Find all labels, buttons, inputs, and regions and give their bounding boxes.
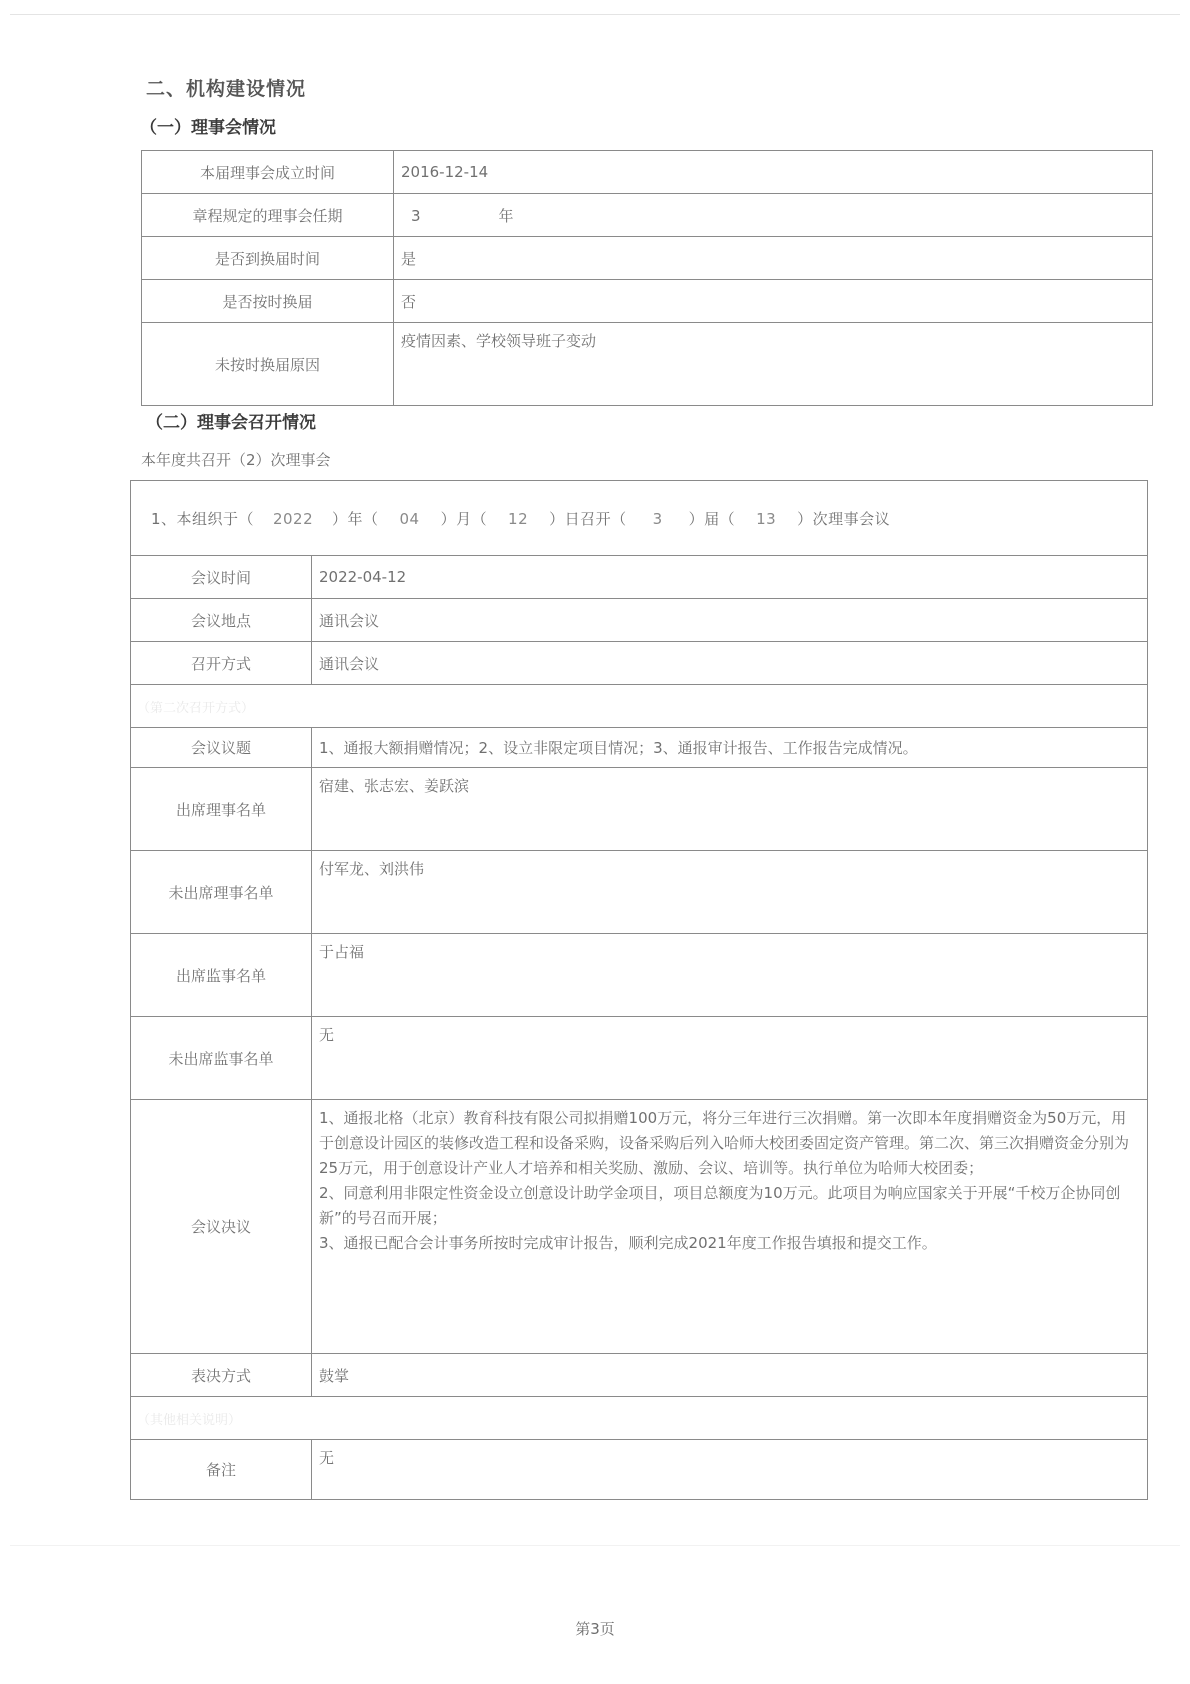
present-supervisors-value: 于占福 (312, 934, 1148, 1017)
meeting-time-label: 会议时间 (131, 556, 312, 599)
board-table (141, 150, 1153, 406)
table-row (131, 1017, 1148, 1100)
on-time-value: 否 (394, 280, 1153, 323)
table-row (142, 323, 1153, 406)
meeting-month-suffix: ）月（ (440, 509, 488, 528)
meeting-method-label: 召开方式 (131, 642, 312, 685)
table-row (142, 237, 1153, 280)
meeting-number-suffix: ）次理事会议 (797, 509, 891, 528)
meeting-session: 3 (652, 509, 663, 528)
topics-value: 1、通报大额捐赠情况；2、设立非限定项目情况；3、通报审计报告、工作报告完成情况。 (312, 728, 1148, 768)
meetings-summary: 本年度共召开（2）次理事会 (141, 451, 331, 469)
resolution-value (312, 1100, 1148, 1354)
faint-row-2: （其他相关说明） (131, 1397, 1148, 1440)
absent-directors-label: 未出席理事名单 (131, 851, 312, 934)
board-established-value: 2016-12-14 (394, 151, 1153, 194)
present-supervisors-label: 出席监事名单 (131, 934, 312, 1017)
page-number: 第3页 (575, 1620, 615, 1638)
meeting-time-value: 2022-04-12 (312, 556, 1148, 599)
scan-line (10, 1545, 1180, 1546)
meetings-subtitle: （二）理事会召开情况 (146, 413, 316, 433)
board-term-label: 章程规定的理事会任期 (142, 194, 394, 237)
meeting-head-row (131, 481, 1148, 556)
table-row (131, 642, 1148, 685)
absent-supervisors-label: 未出席监事名单 (131, 1017, 312, 1100)
absent-supervisors-value: 无 (312, 1017, 1148, 1100)
topics-label: 会议议题 (131, 728, 312, 768)
board-term-unit: 年 (498, 206, 514, 225)
remark-value: 无 (312, 1440, 1148, 1500)
table-row (142, 151, 1153, 194)
table-row (142, 194, 1153, 237)
meeting-number: 13 (756, 509, 777, 528)
meeting-year: 2022 (272, 509, 314, 528)
meeting-head (131, 481, 1148, 556)
board-term-cell (394, 194, 1153, 237)
on-time-label: 是否按时换届 (142, 280, 394, 323)
table-row (131, 685, 1148, 728)
top-rule (10, 14, 1180, 15)
meeting-method-value: 通讯会议 (312, 642, 1148, 685)
table-row (131, 768, 1148, 851)
board-term-value: 3 (411, 206, 421, 225)
meeting-day: 12 (508, 509, 529, 528)
board-subtitle: （一）理事会情况 (140, 118, 276, 138)
meeting-day-suffix: ）日召开（ (549, 509, 627, 528)
meeting-head-prefix: 1、本组织于（ (151, 509, 255, 528)
term-due-value: 是 (394, 237, 1153, 280)
meeting-place-label: 会议地点 (131, 599, 312, 642)
present-directors-value: 宿建、张志宏、姜跃滨 (312, 768, 1148, 851)
delay-reason-label: 未按时换届原因 (142, 323, 394, 406)
remark-label: 备注 (131, 1440, 312, 1500)
table-row (131, 1397, 1148, 1440)
meeting-session-suffix: ）届（ (688, 509, 736, 528)
table-row (131, 851, 1148, 934)
section-title: 二、机构建设情况 (146, 78, 307, 100)
table-row (131, 934, 1148, 1017)
meeting-place-value: 通讯会议 (312, 599, 1148, 642)
vote-label: 表决方式 (131, 1354, 312, 1397)
faint-row: （第二次召开方式） (131, 685, 1148, 728)
absent-directors-value: 付军龙、刘洪伟 (312, 851, 1148, 934)
resolution-item-2: 2、同意利用非限定性资金设立创意设计助学金项目，项目总额度为10万元。此项目为响应国家关于开展“千校万企协同创新”的号召而开展； (319, 1184, 1121, 1227)
vote-value: 鼓掌 (312, 1354, 1148, 1397)
delay-reason-value: 疫情因素、学校领导班子变动 (394, 323, 1153, 406)
table-row (142, 280, 1153, 323)
board-established-label: 本届理事会成立时间 (142, 151, 394, 194)
table-row (131, 1100, 1148, 1354)
resolution-item-1: 1、通报北格（北京）教育科技有限公司拟捐赠100万元，将分三年进行三次捐赠。第一次即本年度捐赠资金为50万元，用于创意设计园区的装修改造工程和设备采购，设备采购后列入哈师大校团委固定资产管理。第二次、第三次捐赠资金分别为25万元，用于创意设计产业人才培养和相关奖励、激励、会议、培训等。执行单位为哈师大校团委； (319, 1109, 1130, 1177)
term-due-label: 是否到换届时间 (142, 237, 394, 280)
resolution-item-3: 3、通报已配合会计事务所按时完成审计报告，顺利完成2021年度工作报告填报和提交工作。 (319, 1234, 937, 1252)
table-row (131, 599, 1148, 642)
meeting-year-suffix: ）年（ (332, 509, 379, 528)
meeting-month: 04 (399, 509, 420, 528)
table-row (131, 1440, 1148, 1500)
table-row (131, 556, 1148, 599)
present-directors-label: 出席理事名单 (131, 768, 312, 851)
resolution-label: 会议决议 (131, 1100, 312, 1354)
meeting-table (130, 480, 1148, 1500)
table-row (131, 1354, 1148, 1397)
table-row (131, 728, 1148, 768)
